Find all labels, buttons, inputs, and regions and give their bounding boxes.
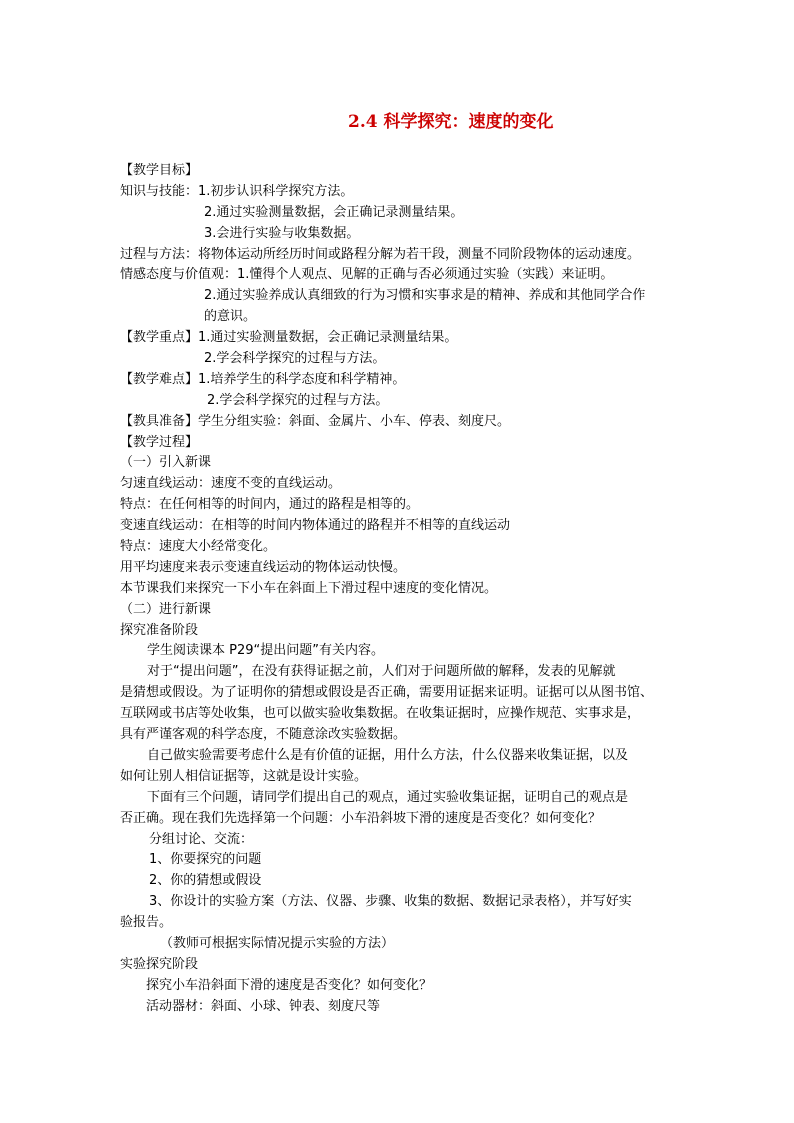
text-line: 【教学重点】1.通过实验测量数据，会正确记录测量结果。 <box>120 330 458 346</box>
page-title: 2.4 科学探究：速度的变化 <box>348 112 554 132</box>
text-line: 本节课我们来探究一下小车在斜面上下滑过程中速度的变化情况。 <box>120 580 498 596</box>
text-line: 学生阅读课本 P29“提出问题”有关内容。 <box>147 643 384 659</box>
text-line: 实验探究阶段 <box>120 956 199 972</box>
text-line: 用平均速度来表示变速直线运动的物体运动快慢。 <box>120 559 407 575</box>
text-line: 匀速直线运动：速度不变的直线运动。 <box>120 476 342 492</box>
text-line: 知识与技能：1.初步认识科学探究方法。 <box>120 183 354 199</box>
text-line: 【教学目标】 <box>120 163 199 178</box>
text-line: 如何让别人相信证据等，这就是设计实验。 <box>120 768 368 784</box>
text-line: 情感态度与价值观：1.懂得个人观点、见解的正确与否必须通过实验（实践）来证明。 <box>120 267 614 283</box>
text-line: 自己做实验需要考虑什么是有价值的证据，用什么方法，什么仪器来收集证据，以及 <box>147 747 629 763</box>
text-line: 【教学难点】1.培养学生的科学态度和科学精神。 <box>120 371 406 387</box>
text-line: 分组讨论、交流： <box>149 831 254 847</box>
text-line: 2.通过实验测量数据，会正确记录测量结果。 <box>204 204 464 220</box>
text-line: 验报告。 <box>120 915 173 931</box>
text-line: 探究小车沿斜面下滑的速度是否变化？如何变化？ <box>146 977 433 993</box>
text-line: 互联网或书店等处收集，也可以做实验收集数据。在收集证据时，应操作规范、实事求是， <box>120 706 641 722</box>
text-line: 对于“提出问题”，在没有获得证据之前，人们对于问题所做的解释，发表的见解就 <box>147 664 616 680</box>
text-line: 3、你设计的实验方案（方法、仪器、步骤、收集的数据、数据记录表格），并写好实 <box>149 894 632 910</box>
text-line: 特点：速度大小经常变化。 <box>120 539 277 555</box>
document-body <box>120 161 680 1018</box>
text-line: 2.通过实验养成认真细致的行为习惯和实事求是的精神、养成和其他同学合作 <box>204 288 646 304</box>
text-line: 否正确。现在我们先选择第一个问题：小车沿斜坡下滑的速度是否变化？如何变化？ <box>120 810 602 826</box>
text-line: 【教学过程】 <box>120 434 199 450</box>
text-line: 1、你要探究的问题 <box>149 852 262 868</box>
text-line: 2.学会科学探究的过程与方法。 <box>204 351 386 367</box>
text-line: 活动器材：斜面、小球、钟表、刻度尺等 <box>146 998 381 1014</box>
text-line: 是猜想或假设。为了证明你的猜想或假设是否正确，需要用证据来证明。证据可以从图书馆、 <box>120 685 654 701</box>
text-line: （一）引入新课 <box>120 455 212 471</box>
text-line: 探究准备阶段 <box>120 622 199 638</box>
text-line: 2.学会科学探究的过程与方法。 <box>207 392 389 408</box>
text-line: （教师可根据实际情况提示实验的方法） <box>160 935 395 951</box>
text-line: 2、你的猜想或假设 <box>149 873 262 889</box>
text-line: 3.会进行实验与收集数据。 <box>204 225 360 241</box>
text-line: 下面有三个问题，请同学们提出自己的观点，通过实验收集证据，证明自己的观点是 <box>147 789 629 805</box>
text-line: （二）进行新课 <box>120 601 212 617</box>
text-line: 【教具准备】学生分组实验：斜面、金属片、小车、停表、刻度尺。 <box>120 413 511 429</box>
text-line: 特点：在任何相等的时间内，通过的路程是相等的。 <box>120 497 420 513</box>
text-line: 过程与方法：将物体运动所经历时间或路程分解为若干段，测量不同阶段物体的运动速度。 <box>120 246 641 262</box>
text-line: 变速直线运动：在相等的时间内物体通过的路程并不相等的直线运动 <box>120 518 511 534</box>
text-line: 的意识。 <box>204 309 257 325</box>
text-line: 具有严谨客观的科学态度，不随意涂改实验数据。 <box>120 727 407 743</box>
